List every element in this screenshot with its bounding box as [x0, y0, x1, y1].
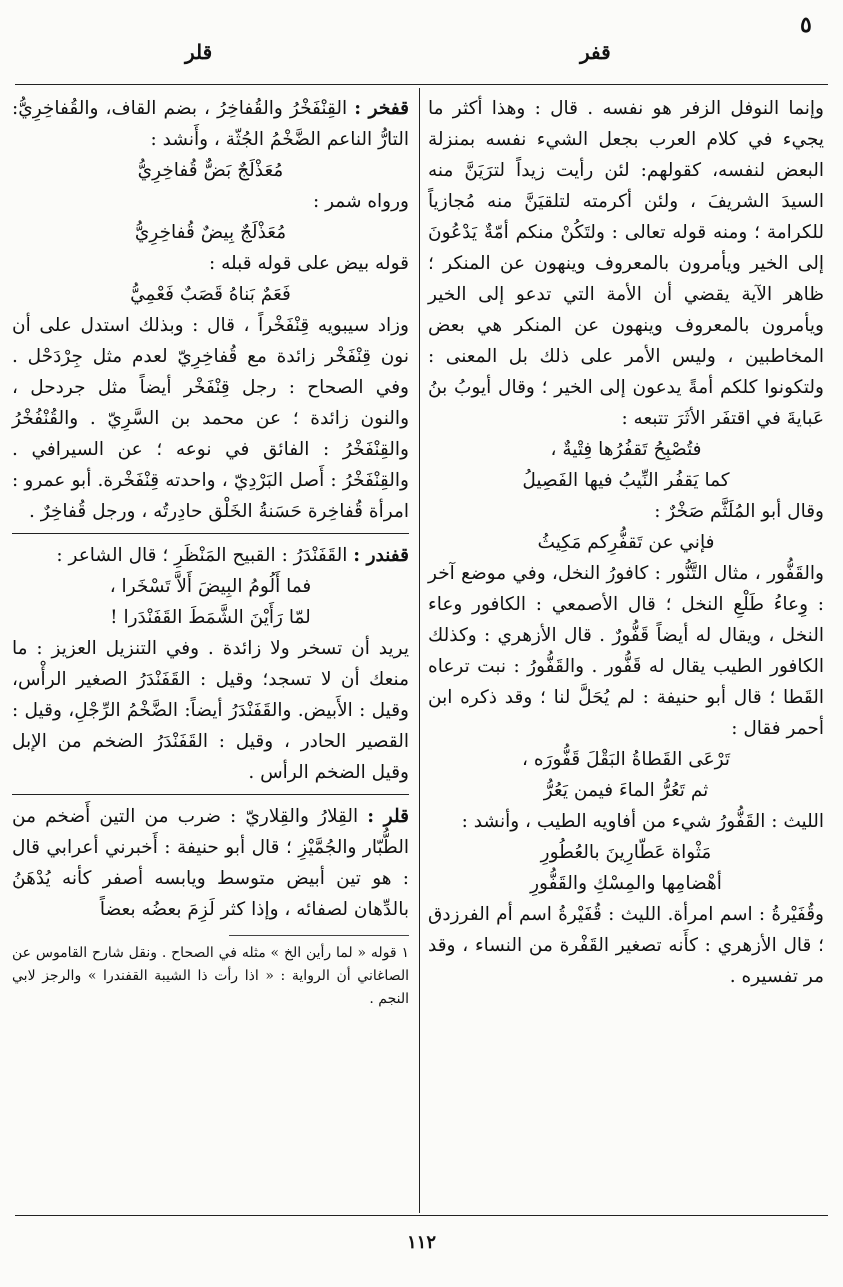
- entry-text: قوله بيض على قوله قبله :: [209, 253, 409, 274]
- entry-text: ورواه شمر :: [312, 191, 409, 212]
- verse-line: مَثْواة عَطّارِينَ بالعُطُورِ: [540, 842, 712, 863]
- verse-line: فإني عن تَقفُّرِكم مَكِيثُ: [537, 532, 715, 553]
- entry-qafar-paragraph: وقُفَيْرةُ : اسم امرأة. الليث : قُفَيْرةُ اسم أم الفرزدق ؛ قال الأزهري : كأَنه تصغير القَفْرة من النساء ، وقد مر تفسيره .: [428, 904, 824, 987]
- right-column: [428, 93, 824, 992]
- entry-qafar-paragraph: الليث : القَفُّورُ شيء من أفاويه الطيب ، وأنشد :: [461, 811, 824, 832]
- page-header: [0, 0, 843, 90]
- verse-line: فما أَلُومُ البِيضَ أَلاَّ تَسْخَرا ،: [109, 576, 312, 597]
- verse-line: لمّا رَأَيْنَ الشَّمَطَ القَفَنْدَرا !: [110, 607, 311, 628]
- verse-line: ثم تَعُرُّ الماءَ فيمن يَعُرُّ: [543, 780, 709, 801]
- right-running-headword: قفر: [580, 40, 611, 64]
- footer-rule: [15, 1215, 828, 1216]
- verse-line: كما يَقفُر النِّيبُ فيها الفَصِيلُ: [522, 470, 730, 491]
- verse-line: فتُصْبِحُ تَقفُرُها فِتْيةٌ ،: [550, 439, 702, 460]
- verse-line: مُعَذْلَجٌ بِيضٌ قُفاخِرِيُّ: [134, 222, 287, 243]
- entry-headword: قلر :: [367, 806, 409, 827]
- entry-qafar-paragraph: وقال أبو المُلَثَّم صَخْرٌ :: [654, 501, 824, 522]
- entry-qilar: [12, 801, 409, 925]
- entry-separator: [12, 794, 409, 795]
- entry-text: القَفَنْدَرُ : القبيح المَنْظَرِ ؛ قال الشاعر :: [56, 545, 348, 566]
- verse-line: أهْضامِها والمِسْكِ والقَفُّورِ: [530, 873, 722, 894]
- entry-qafar-paragraph: والقَفُّور ، مثال التَّنُّور : كافورُ النخل، وفي موضع آخر : وِعاءُ طَلْعِ النخل ؛ قال الأصمعي : الكافور وعاء النخل ، ويقال له أيضاً قَفُّورٌ . قال الأزهري : وكذلك الكافور الطيب يقال له قَفُّور . والقَفُّورُ : نبت ترعاه القَطا ؛ قال أبو حنيفة : لم يُحَلَّ لنا ؛ وقد ذكره ابن أحمر فقال :: [428, 563, 824, 739]
- entry-qafkhar: [12, 93, 409, 155]
- entry-qafar-paragraph: وإنما النوفل الزفر هو نفسه . قال : وهذا أكثر ما يجيء في كلام العرب بجعل الشيء نفسه بمنزلة البعض لنفسه، كقولهم: لئن رأيت زيداً لترَيَنَّ منه السيدَ الشريفَ ، ولئن أكرمته لتلقيَنَّ منه مُجازياً للكرامة ؛ ومنه قوله تعالى : ولتَكُنْ منكم أمّةٌ يَدْعُونَ إلى الخير ويأمرون بالمعروف وينهون عن المنكر ؛ ظاهر الآية يقضي أن الأمة التي تدعو إلى الخير ويأمرون بالمعروف وينهون عن المنكر هي بعض المخاطبين ، وليس الأمر على ذلك بل المعنى : ولتكونوا كلكم أمةً يدعون إلى الخير ؛ وقال أيوبُ بنُ عَبايةَ في اقتفَر الأثَرَ تتبعه :: [428, 98, 824, 429]
- entry-text: يريد أن تسخر ولا زائدة . وفي التنزيل العزيز : ما منعك أن لا تسجد؛ وقيل : القَفَنْدَرُ الصغير الرأْس، وقيل : الأَبيض. والقَفَنْدَرُ أيضاً: الضَّخْمُ الرِّجْلِ، وقيل : القصير الحادر ، وقيل : القَفَنْدَرُ الضخم من الإبل وقيل الضخم الرأس .: [12, 638, 409, 783]
- verse-line: مُعَذْلَجٌ بَضٌّ قُفاخِرِيُّ: [137, 160, 284, 181]
- page-number: ١١٢: [406, 1232, 436, 1253]
- column-divider: [419, 88, 420, 1213]
- left-column: [12, 93, 409, 1011]
- entry-separator: [12, 533, 409, 534]
- entry-qafandar: [12, 540, 409, 571]
- entry-text: القِنْفَخْرُ والقُفاخِرُ ، بضم القاف، والقُفاخِرِيُّ: التارُّ الناعم الضَّخْمُ الجُثّة ، وأَنشد :: [12, 98, 409, 150]
- entry-text: القِلارُ والقِلاريّ : ضرب من التين أَضخم من الطُّبّار والجُمَّيْزِ ؛ قال أبو حنيفة : أَخبرني أعرابي قال : هو تين أبيض متوسط ويابسه أصفر كأنه يُدْهَنُ بالدِّهان لصفائه ، وإذا كثر لَزِمَ بعضُه بعضاً: [12, 806, 409, 920]
- entry-text: وزاد سيبويه قِنْفَخْراً ، قال : وبذلك استدل على أن نون قِنْفَخْر زائدة مع قُفاخِرِيّ لعدم مثل جِرْدَحْل . وفي الصحاح : رجل قِنْفَخْر أيضاً مثل جردحل ، والنون زائدة ؛ عن محمد بن السَّرِيّ . والقُنْفُخْرُ والقِنْفَخْرُ : الفائق في نوعه ؛ عن السيرافي . والقِنْفَخْرُ : أَصل البَرْدِيّ ، واحدته قِنْفَخْرة. أبو عمرو : امرأة قُفاخِرة حَسَنةُ الخَلْق حادِرتُه ، ورجل قُفاخِرٌ .: [12, 315, 409, 522]
- entry-headword: قفندر :: [353, 545, 409, 566]
- verse-line: تَرْعَى القَطاةُ البَقْلَ قَفُّورَه ،: [521, 749, 731, 770]
- footnote: ١ قوله « لما رأين الخ » مثله في الصحاح . ونقل شارح القاموس عن الصاغاني أن الرواية : « اذا رأت ذا الشيبة القفندرا » والرجز لابي النجم .: [12, 945, 409, 1007]
- page-marker: ٥: [800, 12, 812, 38]
- entry-headword: قفخر :: [354, 98, 409, 119]
- footnote-rule: [229, 935, 409, 936]
- verse-line: فَعَمٌ بَناهُ قَصَبٌ فَعْمِيُّ: [130, 284, 291, 305]
- left-running-headword: قلر: [185, 40, 213, 64]
- header-rule: [15, 84, 828, 85]
